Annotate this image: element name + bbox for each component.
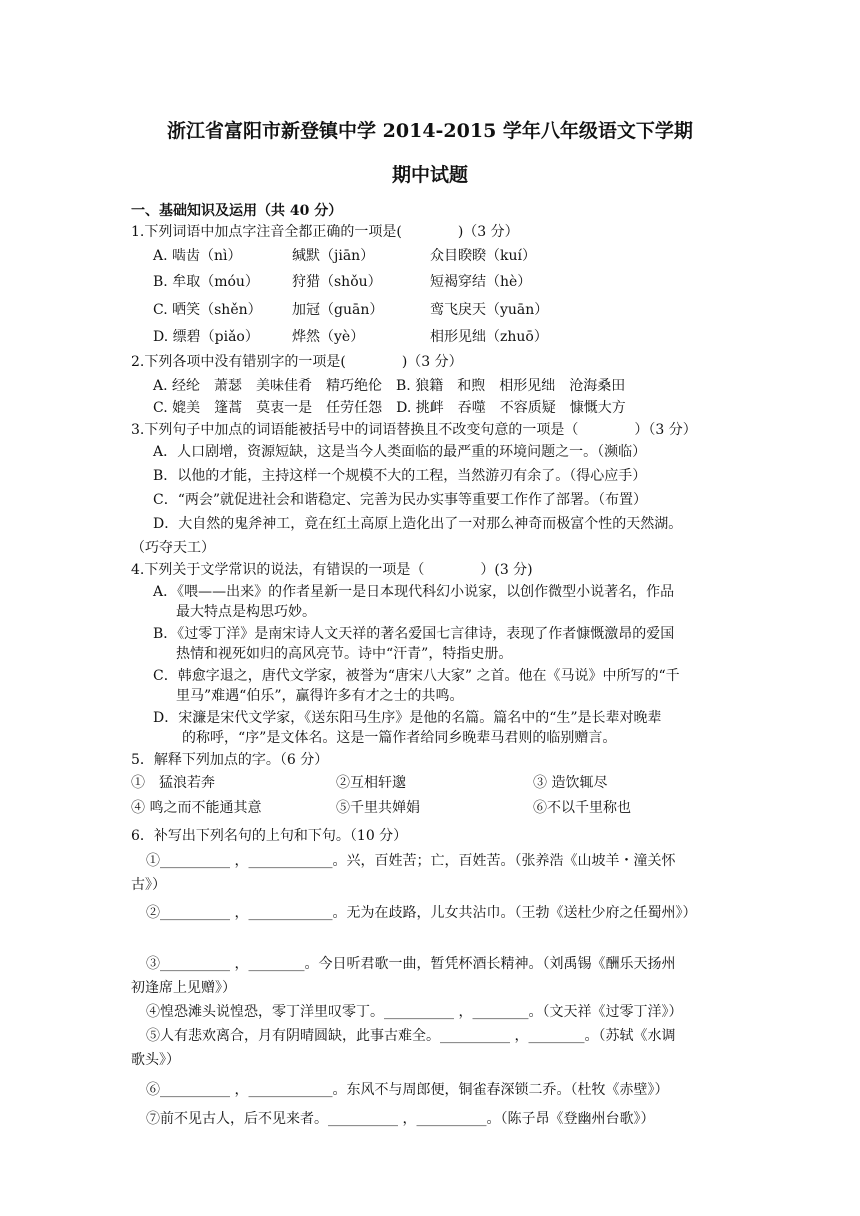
question-4-stem: 4.下列关于文学常识的说法，有错误的一项是（ ）(3 分) [131, 562, 533, 578]
q3-option-a: A．人口剧增，资源短缺，这是当今人类面临的最严重的环境问题之一。（濒临） [153, 444, 647, 460]
document-title: 浙江省富阳市新登镇中学 2014-2015 学年八年级语文下学期 [167, 120, 693, 142]
q5-item-3: ③ 造饮辄尽 [533, 775, 608, 791]
q5-item-2: ②互相轩邈 [336, 775, 406, 791]
document-subtitle: 期中试题 [391, 164, 468, 186]
q1-option-a-3: 众目睽睽（kuí） [430, 248, 536, 264]
q4-option-b-line1: B．《过零丁洋》是南宋诗人文天祥的著名爱国七言律诗，表现了作者慷慨激昂的爱国 [153, 626, 675, 642]
section-heading: 一、基础知识及运用（共 40 分） [131, 203, 343, 219]
q1-option-d-2: 烨然（yè） [292, 329, 365, 345]
q1-option-c-1: C. 哂笑（shěn） [153, 302, 262, 318]
q1-option-a-2: 缄默（jiān） [292, 248, 375, 264]
q6-line-1: ①__________ ，____________。兴，百姓苦；亡，百姓苦。（张养浩《山坡羊・潼关怀 [146, 853, 676, 869]
q1-option-a-1: A. 啮齿（nì） [153, 248, 242, 264]
q4-option-b-line2: 热情和视死如归的高风亮节。诗中“汗青”，特指史册。 [176, 646, 513, 662]
q4-option-d-line2: 的称呼，“序”是文体名。这是一篇作者给同乡晚辈马君则的临别赠言。 [182, 730, 617, 746]
q4-option-c-line2: 里马”难遇“伯乐”，赢得许多有才之士的共鸣。 [176, 688, 464, 704]
q6-line-5: ⑤人有悲欢离合，月有阴晴圆缺，此事古难全。__________ ，________。（苏轼《水调 [146, 1028, 676, 1044]
q1-option-d-3: 相形见绌（zhuō） [430, 329, 548, 345]
q3-option-d-cont: （巧夺天工） [131, 540, 215, 556]
q3-option-d: D．大自然的鬼斧神工，竟在红土高原上造化出了一对那么神奇而极富个性的天然湖。 [153, 516, 683, 532]
q5-item-5: ⑤千里共婵娟 [336, 800, 420, 816]
q6-line-2: ②__________ ，____________。无为在歧路，儿女共沾巾。（王勃《送杜少府之任蜀州》） [146, 905, 697, 921]
q6-line-1-cont: 古》） [131, 877, 166, 893]
question-3-stem: 3.下列句子中加点的词语能被括号中的词语替换且不改变句意的一项是（ ）（3 分） [131, 422, 697, 438]
q1-option-d-1: D. 缥碧（piǎo） [153, 329, 259, 345]
q1-option-b-3: 短褐穿结（hè） [430, 274, 532, 290]
q6-line-4: ④惶恐滩头说惶恐，零丁洋里叹零丁。__________ ，________。（文天祥《过零丁洋》） [146, 1004, 683, 1020]
q1-option-c-3: 鸾飞戾天（yuān） [430, 302, 549, 318]
q2-options-cd: C. 媲美 篷蒿 莫衷一是 任劳任怨 D. 挑衅 吞噬 不容质疑 慷慨大方 [153, 400, 626, 416]
q6-line-3-cont: 初逢席上见赠》） [131, 980, 236, 996]
q6-line-7: ⑦前不见古人，后不见来者。__________ ，__________。（陈子昂《登幽州台歌》） [146, 1111, 655, 1127]
q4-option-d-line1: D．宋濂是宋代文学家，《送东阳马生序》是他的名篇。篇名中的“生”是长辈对晚辈 [153, 710, 662, 726]
q6-line-6: ⑥__________ ，____________。东风不与周郎便，铜雀春深锁二乔。（杜牧《赤壁》） [146, 1082, 669, 1098]
q5-item-6: ⑥不以千里称也 [533, 800, 631, 816]
question-2-stem: 2.下列各项中没有错别字的一项是( )（3 分） [131, 354, 463, 370]
q5-item-1: ① 猛浪若奔 [131, 775, 215, 791]
question-1-stem: 1.下列词语中加点字注音全都正确的一项是( )（3 分） [131, 224, 519, 240]
q5-item-4: ④ 鸣之而不能通其意 [131, 800, 262, 816]
q3-option-c: C．“两会”就促进社会和谐稳定、完善为民办实事等重要工作作了部署。（布置） [153, 492, 648, 508]
q4-option-a-line1: A．《喂——出来》的作者星新一是日本现代科幻小说家，以创作微型小说著名，作品 [153, 584, 675, 600]
q6-line-5-cont: 歌头》） [131, 1052, 180, 1068]
q1-option-b-1: B. 牟取（móu） [153, 274, 259, 290]
q4-option-a-line2: 最大特点是构思巧妙。 [176, 604, 316, 620]
q2-options-ab: A. 经纶 萧瑟 美味佳肴 精巧绝伦 B. 狼籍 和煦 相形见绌 沧海桑田 [153, 378, 626, 394]
q6-line-3: ③__________ ，________。今日听君歌一曲，暂凭杯酒长精神。（刘禹锡《酬乐天扬州 [146, 956, 676, 972]
q4-option-c-line1: C．韩愈字退之，唐代文学家，被誉为“唐宋八大家” 之首。他在《马说》中所写的“千 [153, 668, 680, 684]
question-5-stem: 5．解释下列加点的字。（6 分） [131, 752, 329, 768]
question-6-stem: 6．补写出下列名句的上句和下句。（10 分） [131, 828, 408, 844]
q1-option-c-2: 加冠（guān） [292, 302, 384, 318]
q1-option-b-2: 狩猎（shǒu） [292, 274, 382, 290]
q3-option-b: B．以他的才能，主持这样一个规模不大的工程，当然游刃有余了。（得心应手） [153, 468, 647, 484]
